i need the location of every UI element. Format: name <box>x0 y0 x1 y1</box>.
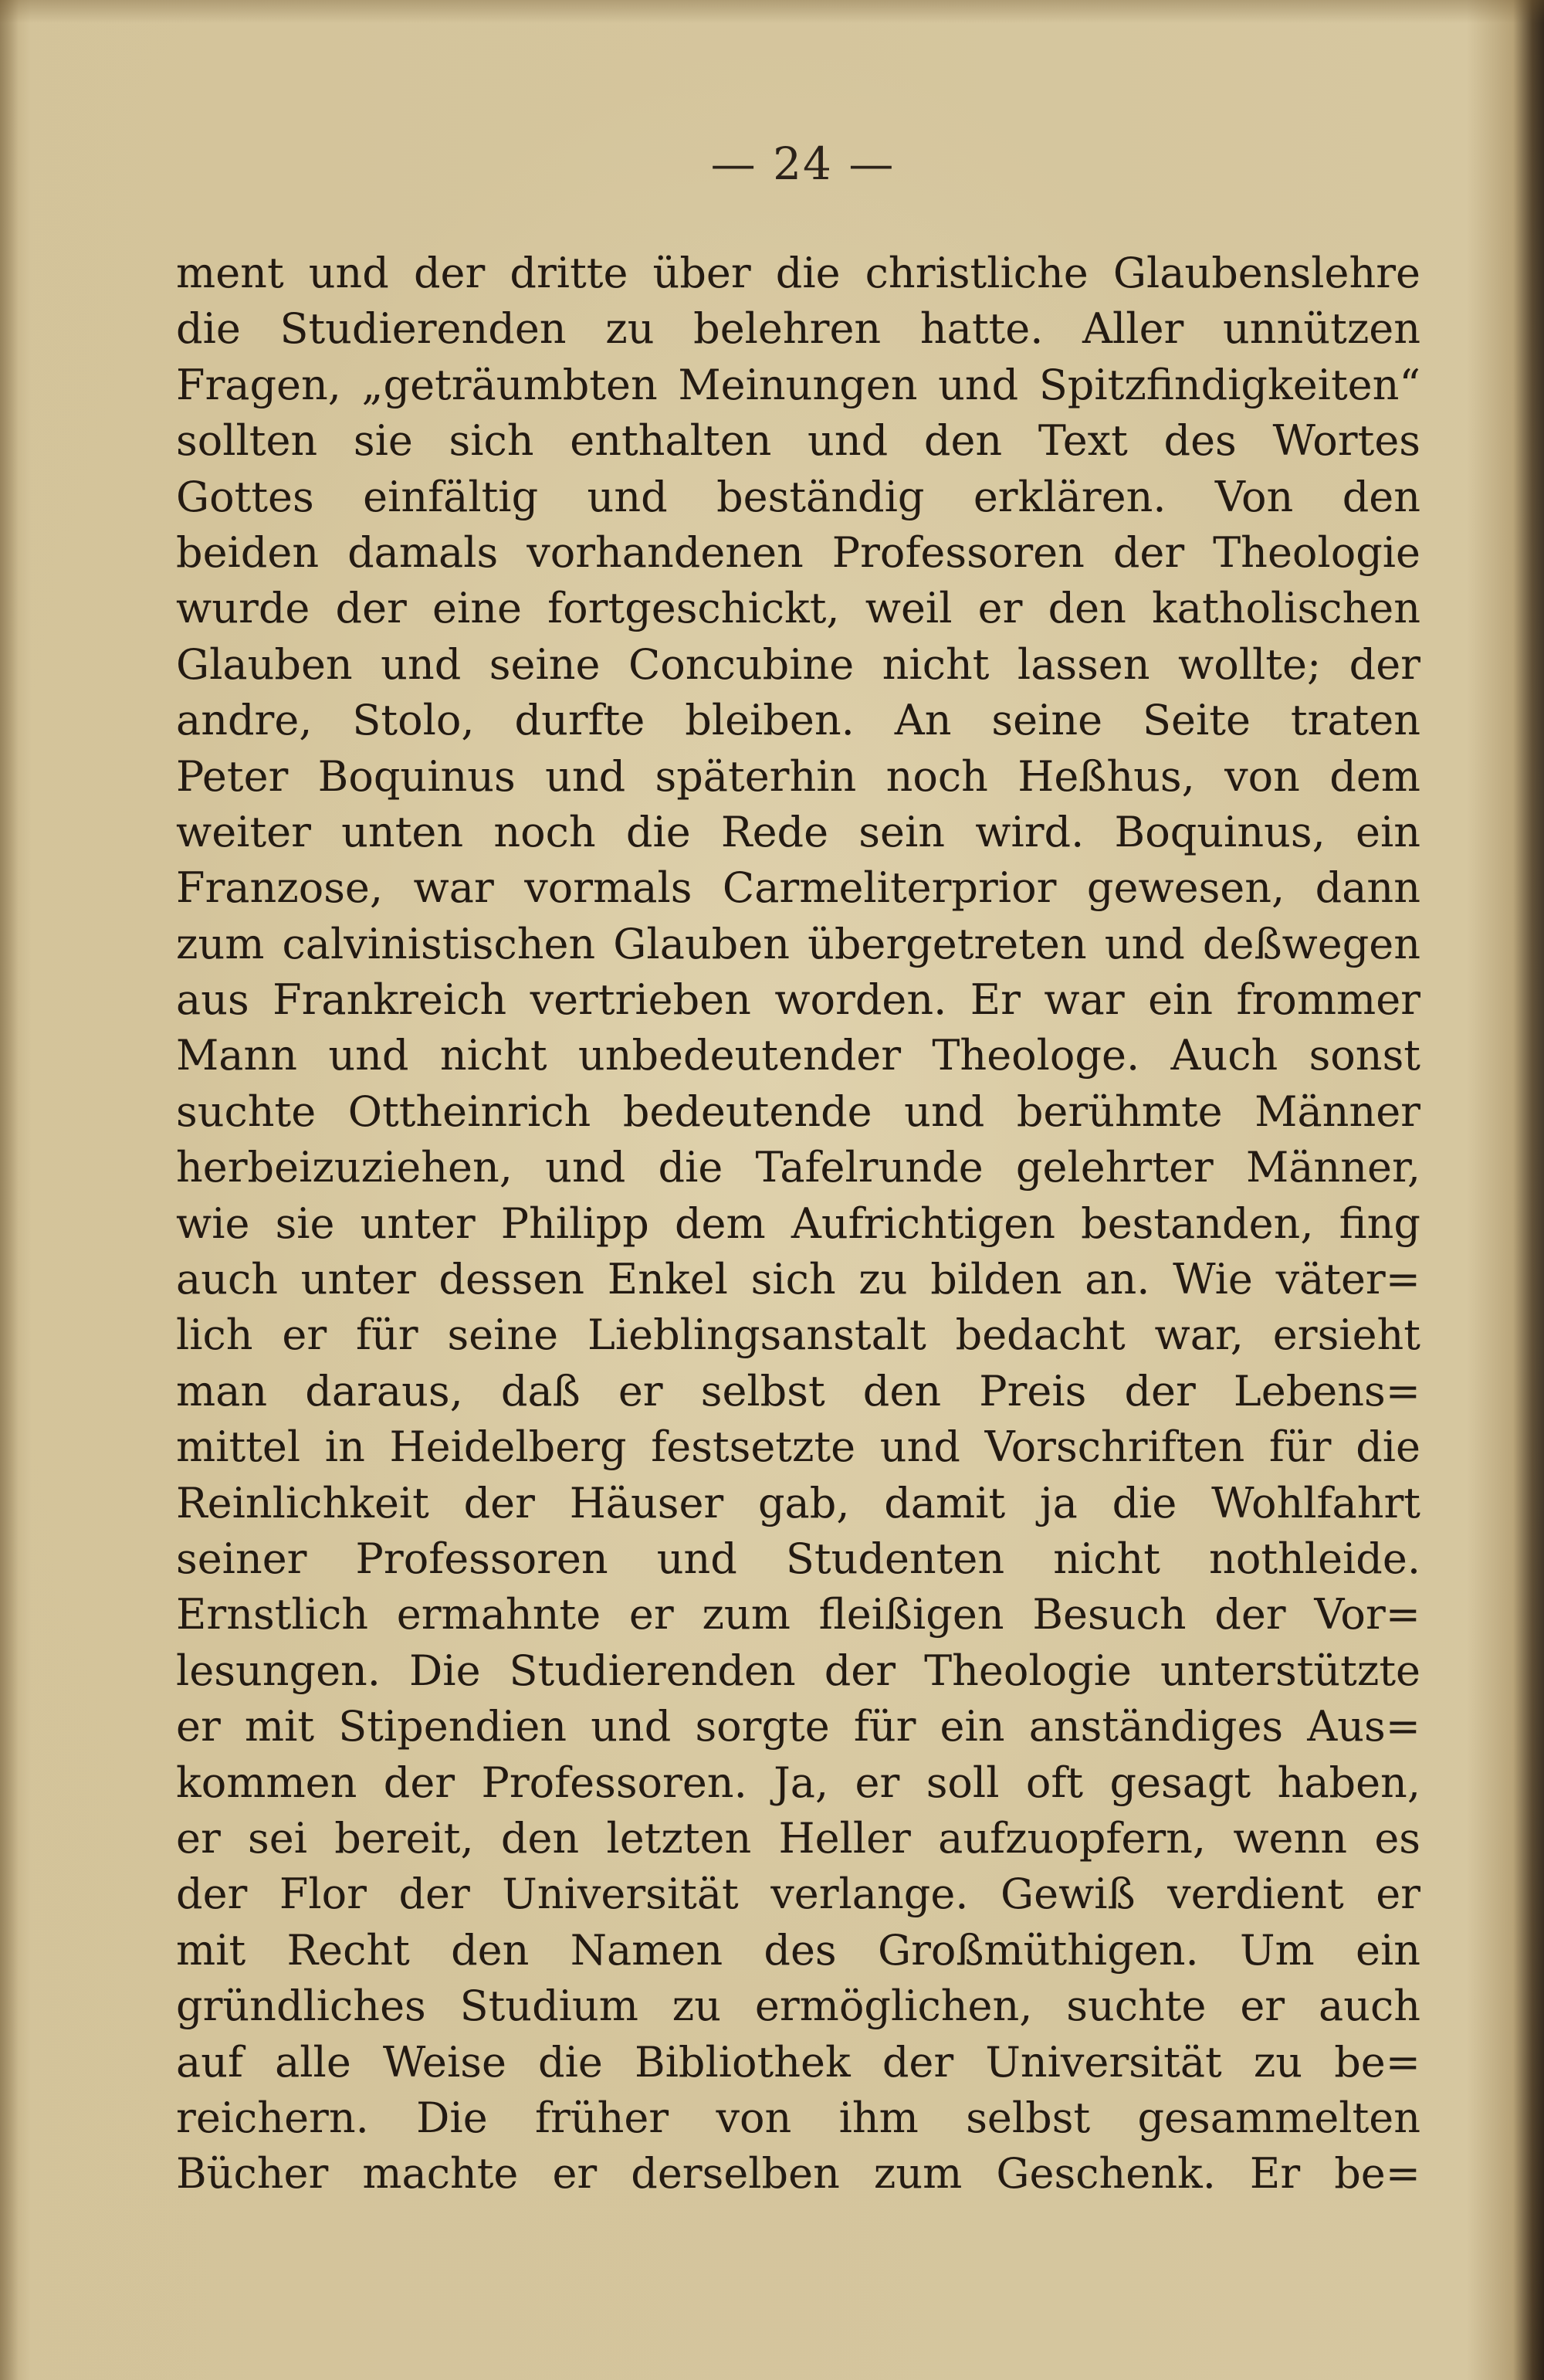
text-line: kommen der Professoren. Ja, er soll oft gesagt haben, <box>176 1758 1420 1807</box>
text-line: Franzose, war vormals Carmeliterprior gewesen, dann <box>176 863 1420 913</box>
text-line: beiden damals vorhandenen Professoren der Theologie <box>176 527 1420 577</box>
text-line: wie sie unter Philipp dem Aufrichtigen bestanden, fing <box>176 1198 1420 1248</box>
text-line: Peter Boquinus und späterhin noch Heßhus, von dem <box>176 751 1420 801</box>
text-line: sollten sie sich enthalten und den Text des Wortes <box>176 416 1420 466</box>
text-line: mittel in Heidelberg festsetzte und Vorschriften für die <box>176 1422 1420 1472</box>
text-line: Glauben und seine Concubine nicht lassen wollte; der <box>176 639 1420 689</box>
text-line: weiter unten noch die Rede sein wird. Boquinus, ein <box>176 807 1420 856</box>
text-line: auch unter dessen Enkel sich zu bilden an. Wie väter= <box>176 1255 1420 1304</box>
text-line: Gottes einfältig und beständig erklären. Von den <box>176 472 1420 521</box>
text-line: seiner Professoren und Studenten nicht nothleide. <box>176 1534 1420 1583</box>
text-line: lich er für seine Lieblingsanstalt bedacht war, ersieht <box>176 1310 1420 1360</box>
text-line: er mit Stipendien und sorgte für ein anständiges Aus= <box>176 1702 1420 1751</box>
text-line: Reinlichkeit der Häuser gab, damit ja die Wohlfahrt <box>176 1478 1420 1527</box>
text-line: zum calvinistischen Glauben übergetreten und deßwegen <box>176 919 1420 968</box>
text-line: gründliches Studium zu ermöglichen, suchte er auch <box>176 1982 1420 2031</box>
text-line: herbeizuziehen, und die Tafelrunde gelehrter Männer, <box>176 1143 1420 1192</box>
text-line: Ernstlich ermahnte er zum fleißigen Besuch der Vor= <box>176 1590 1420 1639</box>
text-line: Mann und nicht unbedeutender Theologe. Auch sonst <box>176 1031 1420 1080</box>
text-line: reichern. Die früher von ihm selbst gesammelten <box>176 2093 1420 2142</box>
text-line: Fragen, „geträumbten Meinungen und Spitzfindigkeiten“ <box>176 360 1420 409</box>
text-line: auf alle Weise die Bibliothek der Universität zu be= <box>176 2037 1420 2087</box>
text-line: aus Frankreich vertrieben worden. Er war ein frommer <box>176 975 1420 1025</box>
text-line: der Flor der Universität verlange. Gewiß verdient er <box>176 1870 1420 1919</box>
text-line: lesungen. Die Studierenden der Theologie unterstützte <box>176 1646 1420 1695</box>
text-line: mit Recht den Namen des Großmüthigen. Um ein <box>176 1925 1420 1975</box>
page-number: — 24 — <box>710 137 896 190</box>
text-line: er sei bereit, den letzten Heller aufzuopfern, wenn es <box>176 1813 1420 1863</box>
text-line: suchte Ottheinrich bedeutende und berühmte Männer <box>176 1087 1420 1136</box>
text-line: man daraus, daß er selbst den Preis der Lebens= <box>176 1366 1420 1415</box>
text-line: die Studierenden zu belehren hatte. Aller unnützen <box>176 304 1420 354</box>
text-line: ment und der dritte über die christliche Glaubenslehre <box>176 249 1420 297</box>
text-line: wurde der eine fortgeschickt, weil er den katholischen <box>176 584 1420 633</box>
text-line: Bücher machte er derselben zum Geschenk. Er be= <box>176 2149 1420 2199</box>
text-line: andre, Stolo, durfte bleiben. An seine Seite traten <box>176 696 1420 745</box>
body-text <box>176 246 1420 2202</box>
